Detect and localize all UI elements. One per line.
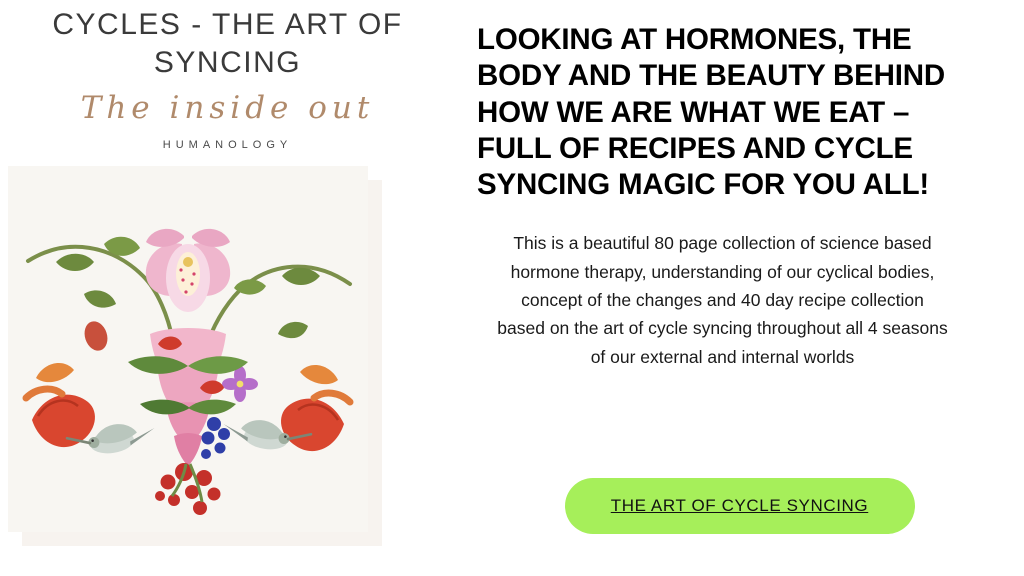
brand-script-tagline: The inside out <box>80 90 375 126</box>
cta-label: THE ART OF CYCLE SYNCING <box>610 495 869 515</box>
page-title: LOOKING AT HORMONES, THE BODY AND THE BEAUTY BEHIND HOW WE ARE WHAT WE EAT – FULL OF RECIPES AND CYCLE SYNCING MAGIC FOR YOU ALL! <box>477 23 945 202</box>
cta-container <box>455 478 1024 534</box>
left-panel <box>0 0 455 576</box>
description-text: This is a beautiful 80 page collection of science based hormone therapy, understanding of our cyclical bodies, concept of the changes and 40 day recipe collection based on the art of cycle syncing throughout all 4 seasons of our external and internal worlds <box>497 233 948 367</box>
uterus-floral-icon <box>8 166 368 532</box>
right-panel <box>455 0 1024 576</box>
brand-block <box>0 6 455 151</box>
artwork-card <box>8 166 368 532</box>
brand-title: CYCLES - THE ART OF SYNCING <box>52 8 403 79</box>
artwork-illustration <box>8 166 368 532</box>
art-of-cycle-syncing-button[interactable] <box>565 478 915 534</box>
brand-subtitle: HUMANOLOGY <box>162 139 293 152</box>
